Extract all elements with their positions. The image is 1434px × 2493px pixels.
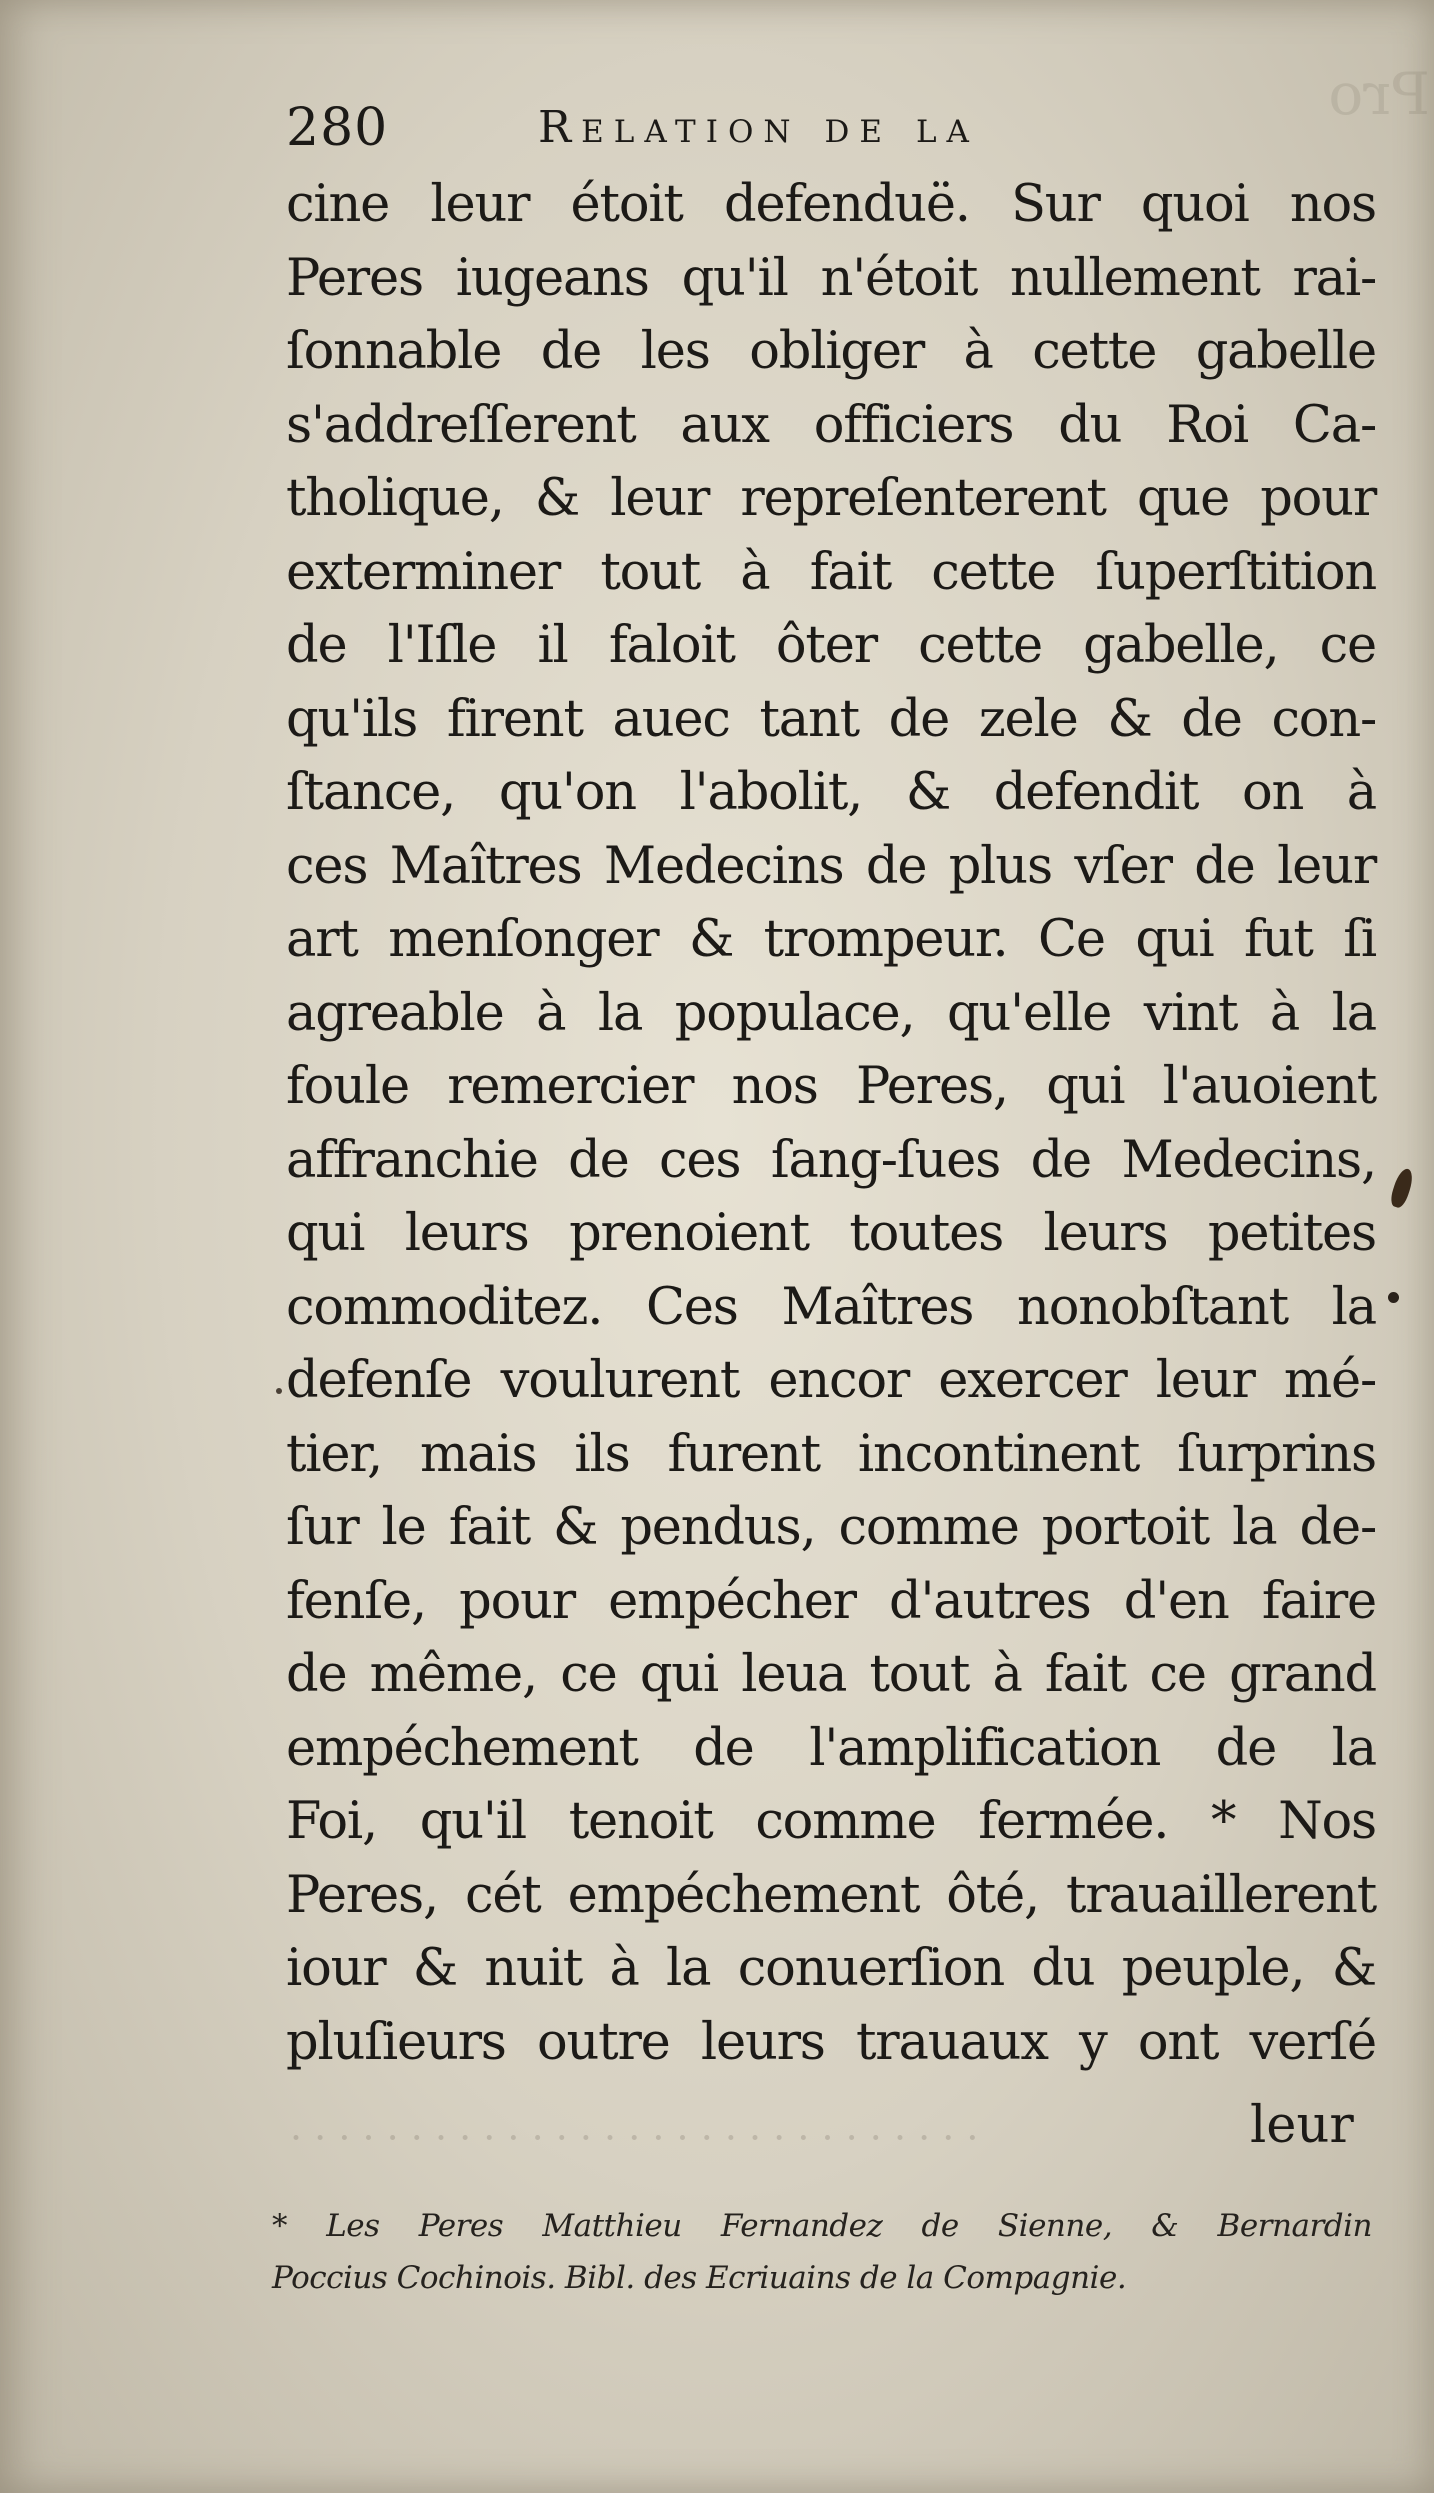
text-line: Foi, qu'il tenoit comme fermée. * Nos [286,1792,1376,1851]
text-line: pluſieurs outre leurs trauaux y ont verſé [286,2012,1376,2072]
text-line: fenſe, pour empécher d'autres d'en faire [286,1571,1376,1631]
text-line: iour & nuit à la conuerſion du peuple, & [286,1939,1376,1998]
page-number: 280 [286,98,389,158]
text-line: agreable à la populace, qu'elle vint à la [286,983,1376,1043]
text-line: ſtance, qu'on l'abolit, & defendit on à [286,763,1376,822]
footnote-line: Poccius Cochinois. Bibl. des Ecriuains de la Compagnie. [272,2260,1127,2296]
text-line: s'addreſſerent aux officiers du Roi Ca- [286,395,1376,455]
ink-dot [1388,1292,1399,1303]
page-header [286,98,1376,168]
text-line: defenſe voulurent encor exercer leur mé- [286,1351,1376,1410]
text-line: de même, ce qui leua tout à fait ce grand [286,1645,1376,1704]
text-line: affranchie de ces ſang-ſues de Medecins, [286,1130,1376,1190]
text-line: de l'Iſle il faloit ôter cette gabelle, ce [286,616,1376,675]
stray-mark [276,1388,282,1394]
ink-blot [1388,1167,1416,1210]
running-title: Relation de la [538,102,979,153]
text-line: foule remercier nos Peres, qui l'auoient [286,1057,1376,1116]
show-through-text: Pro [1328,60,1430,128]
footnote-line: * Les Peres Matthieu Fernandez de Sienne, & Bernardin [272,2208,1372,2244]
text-line: cine leur étoit defenduë. Sur quoi nos [286,175,1376,234]
text-line: Peres iugeans qu'il n'étoit nullement rai- [286,248,1376,308]
text-line: Peres, cét empéchement ôté, trauaillerent [286,1865,1376,1925]
show-through-ghost: · · · · · · · · · · · · · · · · · · · · · · · · · · · · · [290,2115,979,2159]
catchword: leur [1250,2096,1354,2155]
text-line: ſur le fait & pendus, comme portoit la de- [286,1498,1376,1557]
text-line: qu'ils firent auec tant de zele & de con- [286,689,1376,749]
text-line: commoditez. Ces Maîtres nonobſtant la [286,1277,1376,1337]
text-line: qui leurs prenoient toutes leurs petites [286,1204,1376,1263]
text-line: tholique, & leur repreſenterent que pour [286,469,1376,528]
text-line: tier, mais ils furent incontinent ſurprins [286,1424,1376,1484]
text-line: exterminer tout à fait cette ſuperſtition [286,542,1376,602]
text-line: art menſonger & trompeur. Ce qui fut ſi [286,910,1376,969]
body-text [286,168,1376,2079]
text-line: ces Maîtres Medecins de plus vſer de leur [286,836,1376,896]
text-line: ſonnable de les obliger à cette gabelle [286,322,1376,381]
text-line: empéchement de l'amplification de la [286,1718,1376,1778]
footnote [272,2200,1372,2304]
